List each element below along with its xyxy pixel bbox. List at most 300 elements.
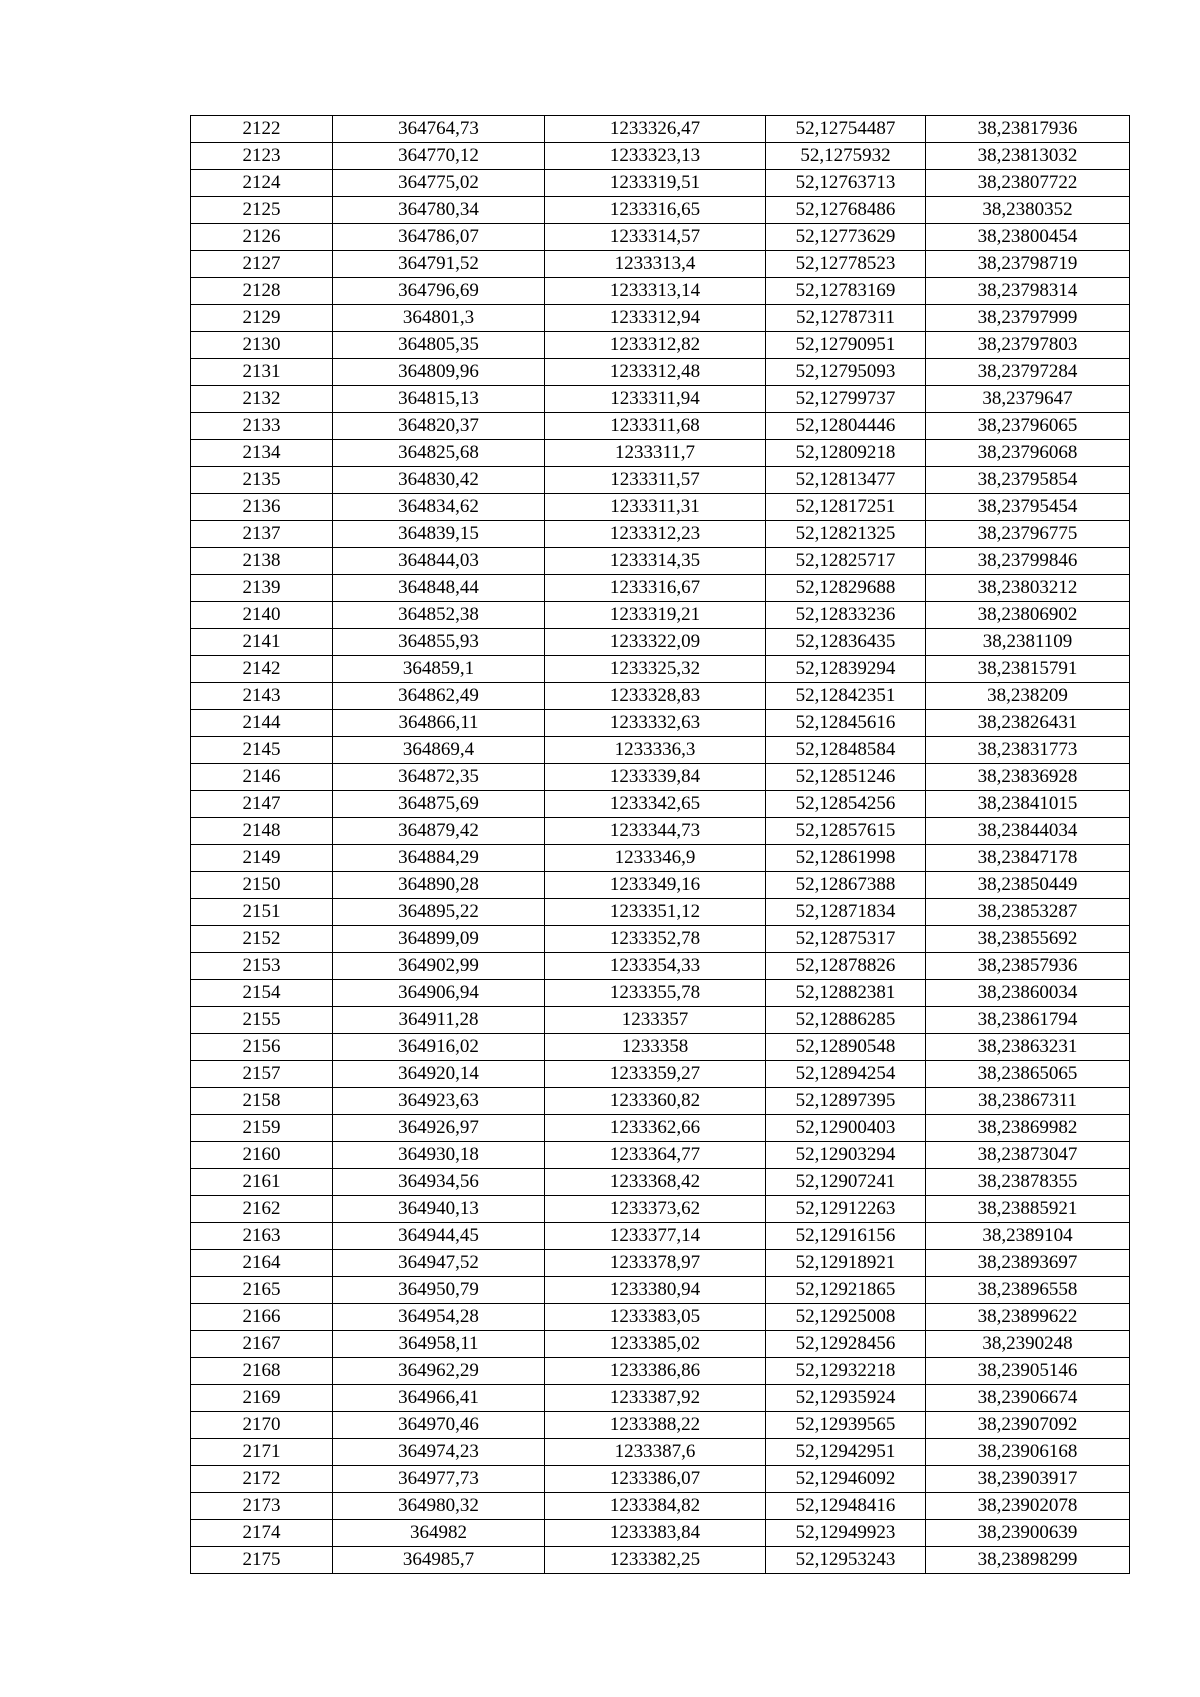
y-coordinate-cell: 1233354,33	[545, 953, 766, 980]
latitude-cell: 52,12928456	[766, 1331, 926, 1358]
x-coordinate-cell: 364872,35	[333, 764, 545, 791]
x-coordinate-cell: 364934,56	[333, 1169, 545, 1196]
table-row	[191, 332, 1130, 359]
y-coordinate-cell: 1233344,73	[545, 818, 766, 845]
y-coordinate-cell: 1233388,22	[545, 1412, 766, 1439]
table-row	[191, 1331, 1130, 1358]
latitude-cell: 52,12897395	[766, 1088, 926, 1115]
x-coordinate-cell: 364791,52	[333, 251, 545, 278]
longitude-cell: 38,23873047	[926, 1142, 1130, 1169]
latitude-cell: 52,12921865	[766, 1277, 926, 1304]
table-row	[191, 170, 1130, 197]
x-coordinate-cell: 364862,49	[333, 683, 545, 710]
latitude-cell: 52,12842351	[766, 683, 926, 710]
latitude-cell: 52,12932218	[766, 1358, 926, 1385]
x-coordinate-cell: 364775,02	[333, 170, 545, 197]
table-row	[191, 1439, 1130, 1466]
point-number-cell: 2145	[191, 737, 333, 764]
x-coordinate-cell: 364980,32	[333, 1493, 545, 1520]
table-row	[191, 1466, 1130, 1493]
latitude-cell: 52,12857615	[766, 818, 926, 845]
table-row	[191, 1061, 1130, 1088]
y-coordinate-cell: 1233312,23	[545, 521, 766, 548]
table-row	[191, 305, 1130, 332]
point-number-cell: 2142	[191, 656, 333, 683]
longitude-cell: 38,23869982	[926, 1115, 1130, 1142]
y-coordinate-cell: 1233314,57	[545, 224, 766, 251]
longitude-cell: 38,23902078	[926, 1493, 1130, 1520]
latitude-cell: 52,12912263	[766, 1196, 926, 1223]
point-number-cell: 2140	[191, 602, 333, 629]
longitude-cell: 38,23795454	[926, 494, 1130, 521]
y-coordinate-cell: 1233364,77	[545, 1142, 766, 1169]
y-coordinate-cell: 1233377,14	[545, 1223, 766, 1250]
table-row	[191, 980, 1130, 1007]
y-coordinate-cell: 1233332,63	[545, 710, 766, 737]
latitude-cell: 52,12854256	[766, 791, 926, 818]
y-coordinate-cell: 1233336,3	[545, 737, 766, 764]
y-coordinate-cell: 1233360,82	[545, 1088, 766, 1115]
x-coordinate-cell: 364844,03	[333, 548, 545, 575]
longitude-cell: 38,23885921	[926, 1196, 1130, 1223]
y-coordinate-cell: 1233368,42	[545, 1169, 766, 1196]
latitude-cell: 52,12790951	[766, 332, 926, 359]
longitude-cell: 38,23836928	[926, 764, 1130, 791]
x-coordinate-cell: 364970,46	[333, 1412, 545, 1439]
table-row	[191, 1385, 1130, 1412]
y-coordinate-cell: 1233382,25	[545, 1547, 766, 1574]
point-number-cell: 2146	[191, 764, 333, 791]
longitude-cell: 38,23798314	[926, 278, 1130, 305]
longitude-cell: 38,23878355	[926, 1169, 1130, 1196]
y-coordinate-cell: 1233383,05	[545, 1304, 766, 1331]
x-coordinate-cell: 364911,28	[333, 1007, 545, 1034]
latitude-cell: 52,12829688	[766, 575, 926, 602]
x-coordinate-cell: 364966,41	[333, 1385, 545, 1412]
point-number-cell: 2122	[191, 116, 333, 143]
y-coordinate-cell: 1233319,51	[545, 170, 766, 197]
longitude-cell: 38,23817936	[926, 116, 1130, 143]
latitude-cell: 52,12768486	[766, 197, 926, 224]
longitude-cell: 38,23853287	[926, 899, 1130, 926]
longitude-cell: 38,2389104	[926, 1223, 1130, 1250]
point-number-cell: 2125	[191, 197, 333, 224]
y-coordinate-cell: 1233380,94	[545, 1277, 766, 1304]
y-coordinate-cell: 1233351,12	[545, 899, 766, 926]
longitude-cell: 38,23907092	[926, 1412, 1130, 1439]
latitude-cell: 52,12903294	[766, 1142, 926, 1169]
y-coordinate-cell: 1233346,9	[545, 845, 766, 872]
point-number-cell: 2128	[191, 278, 333, 305]
table-row	[191, 440, 1130, 467]
longitude-cell: 38,23831773	[926, 737, 1130, 764]
table-row	[191, 1250, 1130, 1277]
latitude-cell: 52,12935924	[766, 1385, 926, 1412]
x-coordinate-cell: 364926,97	[333, 1115, 545, 1142]
x-coordinate-cell: 364985,7	[333, 1547, 545, 1574]
y-coordinate-cell: 1233312,48	[545, 359, 766, 386]
y-coordinate-cell: 1233316,67	[545, 575, 766, 602]
table-row	[191, 1547, 1130, 1574]
table-row	[191, 656, 1130, 683]
y-coordinate-cell: 1233316,65	[545, 197, 766, 224]
latitude-cell: 52,12783169	[766, 278, 926, 305]
longitude-cell: 38,23797803	[926, 332, 1130, 359]
x-coordinate-cell: 364848,44	[333, 575, 545, 602]
table-row	[191, 1358, 1130, 1385]
point-number-cell: 2129	[191, 305, 333, 332]
point-number-cell: 2143	[191, 683, 333, 710]
latitude-cell: 52,12795093	[766, 359, 926, 386]
y-coordinate-cell: 1233387,6	[545, 1439, 766, 1466]
latitude-cell: 52,12916156	[766, 1223, 926, 1250]
longitude-cell: 38,2379647	[926, 386, 1130, 413]
point-number-cell: 2170	[191, 1412, 333, 1439]
table-row	[191, 1034, 1130, 1061]
table-row	[191, 1223, 1130, 1250]
table-row	[191, 791, 1130, 818]
x-coordinate-cell: 364884,29	[333, 845, 545, 872]
y-coordinate-cell: 1233355,78	[545, 980, 766, 1007]
x-coordinate-cell: 364786,07	[333, 224, 545, 251]
longitude-cell: 38,23896558	[926, 1277, 1130, 1304]
x-coordinate-cell: 364855,93	[333, 629, 545, 656]
latitude-cell: 52,12836435	[766, 629, 926, 656]
y-coordinate-cell: 1233311,31	[545, 494, 766, 521]
point-number-cell: 2156	[191, 1034, 333, 1061]
latitude-cell: 52,12787311	[766, 305, 926, 332]
latitude-cell: 52,12845616	[766, 710, 926, 737]
longitude-cell: 38,23865065	[926, 1061, 1130, 1088]
latitude-cell: 52,1275932	[766, 143, 926, 170]
point-number-cell: 2163	[191, 1223, 333, 1250]
longitude-cell: 38,23844034	[926, 818, 1130, 845]
table-row	[191, 1196, 1130, 1223]
table-row	[191, 737, 1130, 764]
point-number-cell: 2173	[191, 1493, 333, 1520]
y-coordinate-cell: 1233328,83	[545, 683, 766, 710]
latitude-cell: 52,12804446	[766, 413, 926, 440]
point-number-cell: 2130	[191, 332, 333, 359]
longitude-cell: 38,23826431	[926, 710, 1130, 737]
table-row	[191, 710, 1130, 737]
table-row	[191, 1115, 1130, 1142]
table-row	[191, 386, 1130, 413]
x-coordinate-cell: 364796,69	[333, 278, 545, 305]
y-coordinate-cell: 1233387,92	[545, 1385, 766, 1412]
latitude-cell: 52,12953243	[766, 1547, 926, 1574]
point-number-cell: 2171	[191, 1439, 333, 1466]
x-coordinate-cell: 364974,23	[333, 1439, 545, 1466]
point-number-cell: 2144	[191, 710, 333, 737]
table-row	[191, 1304, 1130, 1331]
x-coordinate-cell: 364825,68	[333, 440, 545, 467]
y-coordinate-cell: 1233319,21	[545, 602, 766, 629]
longitude-cell: 38,23797999	[926, 305, 1130, 332]
latitude-cell: 52,12890548	[766, 1034, 926, 1061]
longitude-cell: 38,2390248	[926, 1331, 1130, 1358]
longitude-cell: 38,238209	[926, 683, 1130, 710]
table-row	[191, 1088, 1130, 1115]
x-coordinate-cell: 364982	[333, 1520, 545, 1547]
table-row	[191, 575, 1130, 602]
x-coordinate-cell: 364780,34	[333, 197, 545, 224]
x-coordinate-cell: 364899,09	[333, 926, 545, 953]
longitude-cell: 38,23799846	[926, 548, 1130, 575]
x-coordinate-cell: 364801,3	[333, 305, 545, 332]
y-coordinate-cell: 1233311,7	[545, 440, 766, 467]
x-coordinate-cell: 364764,73	[333, 116, 545, 143]
y-coordinate-cell: 1233323,13	[545, 143, 766, 170]
x-coordinate-cell: 364809,96	[333, 359, 545, 386]
point-number-cell: 2136	[191, 494, 333, 521]
table-row	[191, 845, 1130, 872]
y-coordinate-cell: 1233352,78	[545, 926, 766, 953]
x-coordinate-cell: 364954,28	[333, 1304, 545, 1331]
point-number-cell: 2131	[191, 359, 333, 386]
latitude-cell: 52,12773629	[766, 224, 926, 251]
point-number-cell: 2158	[191, 1088, 333, 1115]
latitude-cell: 52,12875317	[766, 926, 926, 953]
x-coordinate-cell: 364950,79	[333, 1277, 545, 1304]
latitude-cell: 52,12878826	[766, 953, 926, 980]
latitude-cell: 52,12839294	[766, 656, 926, 683]
longitude-cell: 38,23795854	[926, 467, 1130, 494]
point-number-cell: 2124	[191, 170, 333, 197]
table-row	[191, 629, 1130, 656]
table-row	[191, 413, 1130, 440]
table-row	[191, 899, 1130, 926]
x-coordinate-cell: 364906,94	[333, 980, 545, 1007]
longitude-cell: 38,23796775	[926, 521, 1130, 548]
point-number-cell: 2154	[191, 980, 333, 1007]
table-row	[191, 953, 1130, 980]
y-coordinate-cell: 1233312,82	[545, 332, 766, 359]
point-number-cell: 2148	[191, 818, 333, 845]
y-coordinate-cell: 1233373,62	[545, 1196, 766, 1223]
x-coordinate-cell: 364947,52	[333, 1250, 545, 1277]
longitude-cell: 38,23860034	[926, 980, 1130, 1007]
table-row	[191, 1142, 1130, 1169]
table-row	[191, 224, 1130, 251]
longitude-cell: 38,23798719	[926, 251, 1130, 278]
point-number-cell: 2134	[191, 440, 333, 467]
longitude-cell: 38,23796068	[926, 440, 1130, 467]
table-row	[191, 467, 1130, 494]
latitude-cell: 52,12925008	[766, 1304, 926, 1331]
latitude-cell: 52,12942951	[766, 1439, 926, 1466]
x-coordinate-cell: 364958,11	[333, 1331, 545, 1358]
x-coordinate-cell: 364866,11	[333, 710, 545, 737]
y-coordinate-cell: 1233314,35	[545, 548, 766, 575]
y-coordinate-cell: 1233322,09	[545, 629, 766, 656]
x-coordinate-cell: 364815,13	[333, 386, 545, 413]
x-coordinate-cell: 364944,45	[333, 1223, 545, 1250]
x-coordinate-cell: 364875,69	[333, 791, 545, 818]
latitude-cell: 52,12882381	[766, 980, 926, 1007]
coordinates-table-body	[191, 116, 1130, 1574]
x-coordinate-cell: 364839,15	[333, 521, 545, 548]
longitude-cell: 38,23847178	[926, 845, 1130, 872]
latitude-cell: 52,12851246	[766, 764, 926, 791]
point-number-cell: 2153	[191, 953, 333, 980]
point-number-cell: 2165	[191, 1277, 333, 1304]
y-coordinate-cell: 1233312,94	[545, 305, 766, 332]
table-row	[191, 1493, 1130, 1520]
y-coordinate-cell: 1233349,16	[545, 872, 766, 899]
latitude-cell: 52,12825717	[766, 548, 926, 575]
latitude-cell: 52,12813477	[766, 467, 926, 494]
latitude-cell: 52,12754487	[766, 116, 926, 143]
x-coordinate-cell: 364770,12	[333, 143, 545, 170]
y-coordinate-cell: 1233311,94	[545, 386, 766, 413]
x-coordinate-cell: 364820,37	[333, 413, 545, 440]
longitude-cell: 38,23867311	[926, 1088, 1130, 1115]
table-row	[191, 197, 1130, 224]
longitude-cell: 38,23893697	[926, 1250, 1130, 1277]
longitude-cell: 38,23797284	[926, 359, 1130, 386]
table-row	[191, 764, 1130, 791]
point-number-cell: 2127	[191, 251, 333, 278]
table-row	[191, 926, 1130, 953]
latitude-cell: 52,12948416	[766, 1493, 926, 1520]
longitude-cell: 38,23857936	[926, 953, 1130, 980]
point-number-cell: 2137	[191, 521, 333, 548]
table-row	[191, 1412, 1130, 1439]
point-number-cell: 2135	[191, 467, 333, 494]
longitude-cell: 38,23906168	[926, 1439, 1130, 1466]
latitude-cell: 52,12894254	[766, 1061, 926, 1088]
y-coordinate-cell: 1233325,32	[545, 656, 766, 683]
point-number-cell: 2169	[191, 1385, 333, 1412]
point-number-cell: 2141	[191, 629, 333, 656]
y-coordinate-cell: 1233313,14	[545, 278, 766, 305]
point-number-cell: 2164	[191, 1250, 333, 1277]
longitude-cell: 38,23855692	[926, 926, 1130, 953]
longitude-cell: 38,23796065	[926, 413, 1130, 440]
x-coordinate-cell: 364852,38	[333, 602, 545, 629]
table-row	[191, 683, 1130, 710]
table-row	[191, 521, 1130, 548]
latitude-cell: 52,12821325	[766, 521, 926, 548]
point-number-cell: 2161	[191, 1169, 333, 1196]
table-row	[191, 278, 1130, 305]
x-coordinate-cell: 364916,02	[333, 1034, 545, 1061]
latitude-cell: 52,12867388	[766, 872, 926, 899]
point-number-cell: 2160	[191, 1142, 333, 1169]
latitude-cell: 52,12833236	[766, 602, 926, 629]
latitude-cell: 52,12848584	[766, 737, 926, 764]
table-row	[191, 494, 1130, 521]
x-coordinate-cell: 364920,14	[333, 1061, 545, 1088]
point-number-cell: 2159	[191, 1115, 333, 1142]
table-row	[191, 548, 1130, 575]
point-number-cell: 2157	[191, 1061, 333, 1088]
coordinates-table	[190, 115, 1130, 1574]
table-row	[191, 1169, 1130, 1196]
latitude-cell: 52,12900403	[766, 1115, 926, 1142]
point-number-cell: 2126	[191, 224, 333, 251]
point-number-cell: 2155	[191, 1007, 333, 1034]
longitude-cell: 38,23803212	[926, 575, 1130, 602]
point-number-cell: 2132	[191, 386, 333, 413]
x-coordinate-cell: 364977,73	[333, 1466, 545, 1493]
y-coordinate-cell: 1233384,82	[545, 1493, 766, 1520]
latitude-cell: 52,12939565	[766, 1412, 926, 1439]
x-coordinate-cell: 364930,18	[333, 1142, 545, 1169]
point-number-cell: 2168	[191, 1358, 333, 1385]
x-coordinate-cell: 364923,63	[333, 1088, 545, 1115]
table-row	[191, 602, 1130, 629]
point-number-cell: 2175	[191, 1547, 333, 1574]
longitude-cell: 38,23807722	[926, 170, 1130, 197]
table-row	[191, 1007, 1130, 1034]
y-coordinate-cell: 1233359,27	[545, 1061, 766, 1088]
point-number-cell: 2149	[191, 845, 333, 872]
point-number-cell: 2123	[191, 143, 333, 170]
y-coordinate-cell: 1233326,47	[545, 116, 766, 143]
latitude-cell: 52,12871834	[766, 899, 926, 926]
x-coordinate-cell: 364869,4	[333, 737, 545, 764]
longitude-cell: 38,23850449	[926, 872, 1130, 899]
longitude-cell: 38,2381109	[926, 629, 1130, 656]
longitude-cell: 38,23815791	[926, 656, 1130, 683]
point-number-cell: 2166	[191, 1304, 333, 1331]
y-coordinate-cell: 1233358	[545, 1034, 766, 1061]
latitude-cell: 52,12918921	[766, 1250, 926, 1277]
longitude-cell: 38,23899622	[926, 1304, 1130, 1331]
longitude-cell: 38,23898299	[926, 1547, 1130, 1574]
latitude-cell: 52,12817251	[766, 494, 926, 521]
longitude-cell: 38,2380352	[926, 197, 1130, 224]
x-coordinate-cell: 364830,42	[333, 467, 545, 494]
longitude-cell: 38,23903917	[926, 1466, 1130, 1493]
point-number-cell: 2138	[191, 548, 333, 575]
y-coordinate-cell: 1233313,4	[545, 251, 766, 278]
table-row	[191, 359, 1130, 386]
latitude-cell: 52,12949923	[766, 1520, 926, 1547]
x-coordinate-cell: 364859,1	[333, 656, 545, 683]
latitude-cell: 52,12799737	[766, 386, 926, 413]
x-coordinate-cell: 364902,99	[333, 953, 545, 980]
x-coordinate-cell: 364962,29	[333, 1358, 545, 1385]
y-coordinate-cell: 1233383,84	[545, 1520, 766, 1547]
table-row	[191, 251, 1130, 278]
y-coordinate-cell: 1233342,65	[545, 791, 766, 818]
longitude-cell: 38,23813032	[926, 143, 1130, 170]
table-row	[191, 818, 1130, 845]
point-number-cell: 2172	[191, 1466, 333, 1493]
y-coordinate-cell: 1233311,57	[545, 467, 766, 494]
latitude-cell: 52,12907241	[766, 1169, 926, 1196]
y-coordinate-cell: 1233378,97	[545, 1250, 766, 1277]
point-number-cell: 2151	[191, 899, 333, 926]
y-coordinate-cell: 1233357	[545, 1007, 766, 1034]
point-number-cell: 2133	[191, 413, 333, 440]
latitude-cell: 52,12946092	[766, 1466, 926, 1493]
x-coordinate-cell: 364834,62	[333, 494, 545, 521]
x-coordinate-cell: 364895,22	[333, 899, 545, 926]
latitude-cell: 52,12809218	[766, 440, 926, 467]
y-coordinate-cell: 1233311,68	[545, 413, 766, 440]
y-coordinate-cell: 1233386,07	[545, 1466, 766, 1493]
longitude-cell: 38,23863231	[926, 1034, 1130, 1061]
latitude-cell: 52,12886285	[766, 1007, 926, 1034]
latitude-cell: 52,12778523	[766, 251, 926, 278]
longitude-cell: 38,23806902	[926, 602, 1130, 629]
latitude-cell: 52,12763713	[766, 170, 926, 197]
table-row	[191, 116, 1130, 143]
